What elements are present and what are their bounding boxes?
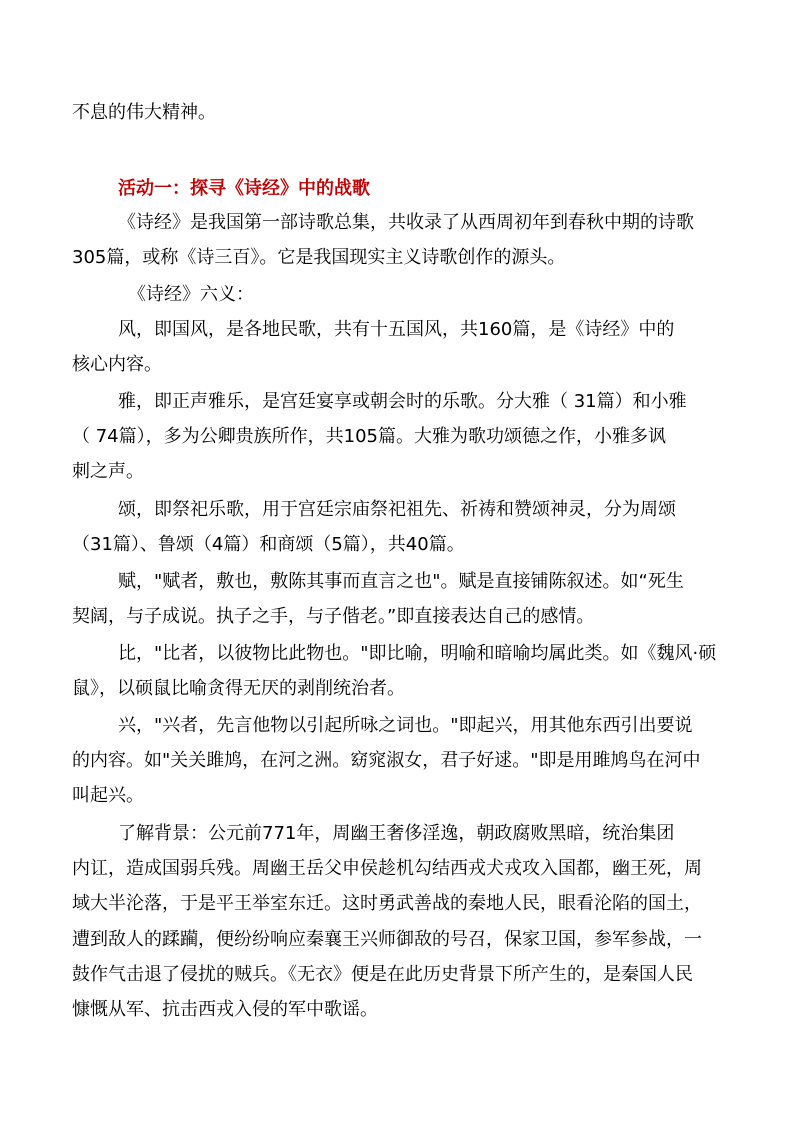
text-line: 的内容。如"关关雎鸠，在河之洲。窈窕淑女，君子好逑。"即是用雎鸠鸟在河中 (72, 750, 701, 771)
text-line: 305篇，或称《诗三百》。它是我国现实主义诗歌创作的源头。 (72, 247, 566, 268)
text-line: 鼠》，以硕鼠比喻贪得无厌的剥削统治者。 (72, 678, 405, 699)
text-line: 赋，"赋者，敷也，敷陈其事而直言之也"。赋是直接铺陈叙述。如“死生 (118, 571, 684, 592)
text-line: 遭到敌人的蹂躏，便纷纷响应秦襄王兴师御敌的号召，保家卫国，参军参战，一 (72, 929, 702, 950)
text-line: 雅，即正声雅乐，是宫廷宴享或朝会时的乐歌。分大雅（ 31篇）和小雅 (118, 391, 687, 412)
text-line: 内讧，造成国弱兵残。周幽王岳父申侯趁机勾结西戎犬戎攻入国都，幽王死，周 (72, 858, 702, 879)
text-line: 慷慨从军、抗击西戎入侵的军中歌谣。 (72, 999, 378, 1020)
text-line: 颂，即祭祀乐歌，用于宫廷宗庙祭祀祖先、祈祷和赞颂神灵，分为周颂 (118, 499, 676, 520)
text-line: 刺之声。 (72, 461, 144, 482)
text-line: （31篇）、鲁颂（4篇）和商颂（5篇），共40篇。 (72, 534, 465, 555)
text-line: 了解背景：公元前771年，周幽王奢侈淫逸，朝政腐败黑暗，统治集团 (118, 823, 675, 844)
text-line: 比，"比者，以彼物比此物也。"即比喻，明喻和暗喻均属此类。如《魏风·硕 (118, 643, 717, 664)
text-line: 域大半沦落，于是平王举室东迁。这时勇武善战的秦地人民，眼看沦陷的国土， (72, 893, 702, 914)
text-line: 《诗经》是我国第一部诗歌总集，共收录了从西周初年到春秋中期的诗歌 (118, 212, 694, 233)
text-line: 风，即国风，是各地民歌，共有十五国风，共160篇，是《诗经》中的 (118, 319, 675, 340)
text-line: 不息的伟大精神。 (72, 102, 216, 123)
text-line: （ 74篇），多为公卿贵族所作，共105篇。大雅为歌功颂德之作，小雅多讽 (72, 426, 666, 447)
text-line: 兴，"兴者，先言他物以引起所咏之词也。"即起兴，用其他东西引出要说 (118, 715, 693, 736)
text-line: 鼓作气击退了侵扰的贼兵。《无衣》便是在此历史背景下所产生的，是秦国人民 (72, 964, 693, 985)
text-line: 叫起兴。 (72, 785, 144, 806)
section-heading: 活动一：探寻《诗经》中的战歌 (118, 178, 370, 199)
text-line: 核心内容。 (72, 354, 162, 375)
text-line: 契阔，与子成说。执子之手，与子偕老。”即直接表达自己的感情。 (72, 606, 595, 627)
text-line: 《诗经》六义： (128, 284, 254, 305)
